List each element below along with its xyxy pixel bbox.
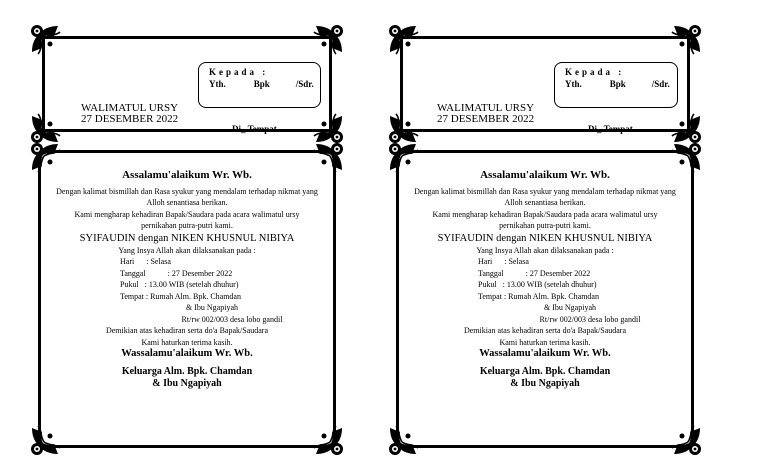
detail-tempat-3: Rt/rw 002/003 desa lobo gandil xyxy=(539,314,641,324)
text-line: Alloh senantiasa berikan. xyxy=(146,198,228,207)
floral-corner-icon xyxy=(28,140,62,174)
di-tempat-label: Di_ Tempat xyxy=(588,124,633,134)
text-line: Dengan kalimat bismillah dan Rasa syukur yang mendalam terhadap nikmat yang xyxy=(414,186,676,196)
floral-corner-icon xyxy=(386,424,420,458)
closing-line: Kami haturkan terima kasih. xyxy=(141,337,233,347)
text-line: Kami mengharap kehadiran Bapak/Saudara pada acara walimatul ursy xyxy=(432,209,658,219)
floral-corner-icon xyxy=(670,140,704,174)
recipient-box xyxy=(554,62,678,108)
family-line-1: Keluarga Alm. Bpk. Chamdan xyxy=(121,365,253,377)
floral-corner-icon xyxy=(386,140,420,174)
envelope-card-left xyxy=(28,22,346,138)
salam-close: Wassalamu'alaikum Wr. Wb. xyxy=(121,348,253,359)
text-line: Dengan kalimat bismillah dan Rasa syukur yang mendalam terhadap nikmat yang xyxy=(56,186,318,196)
detail-tempat-2: & Ibu Ngapiyah xyxy=(544,303,596,312)
kepada-label: Kepada : xyxy=(209,67,269,77)
detail-tanggal: Tanggal : 27 Desember 2022 xyxy=(120,268,233,278)
closing-line: Kami haturkan terima kasih. xyxy=(499,337,591,347)
couple-names: SYIFAUDIN dengan NIKEN KHUSNUL NIBIYA xyxy=(79,232,295,244)
floral-corner-icon xyxy=(28,22,62,56)
text-line: Alloh senantiasa berikan. xyxy=(504,198,586,207)
family-line-2: & Ibu Ngapiyah xyxy=(152,377,222,389)
detail-hari: Hari : Selasa xyxy=(478,257,529,266)
text-line: Yang Insya Allah akan dilaksanakan pada : xyxy=(476,245,614,255)
floral-corner-icon xyxy=(386,22,420,56)
event-date: 27 DESEMBER 2022 xyxy=(437,113,535,125)
floral-corner-icon xyxy=(312,22,346,56)
event-date: 27 DESEMBER 2022 xyxy=(81,113,179,125)
kepada-label: Kepada : xyxy=(565,67,625,77)
floral-corner-icon xyxy=(670,22,704,56)
event-name: WALIMATUL URSY xyxy=(81,102,179,114)
family-signature xyxy=(46,366,328,390)
event-title xyxy=(437,103,534,125)
salam-open: Assalamu'alaikum Wr. Wb. xyxy=(480,169,610,181)
event-title xyxy=(81,103,178,125)
salam-close: Wassalamu'alaikum Wr. Wb. xyxy=(479,348,611,359)
detail-tanggal: Tanggal : 27 Desember 2022 xyxy=(478,268,591,278)
family-line-2: & Ibu Ngapiyah xyxy=(510,377,580,389)
invitation-text xyxy=(404,170,686,390)
closing-line: Demikian atas kehadiran serta do'a Bapak/Saudara xyxy=(463,326,627,335)
detail-pukul: Pukul : 13.00 WIB (setelah dhuhur) xyxy=(120,280,239,289)
detail-tempat: Tempat : Rumah Alm. Bpk. Chamdan xyxy=(478,291,599,301)
event-name: WALIMATUL URSY xyxy=(437,102,535,114)
text-line: Yang Insya Allah akan dilaksanakan pada : xyxy=(118,245,256,255)
invitation-text xyxy=(46,170,328,390)
text-line: pernikahan putra-putri kami. xyxy=(499,221,591,230)
floral-corner-icon xyxy=(28,424,62,458)
yth-label: Yth. xyxy=(565,79,582,89)
yth-label: Yth. xyxy=(209,79,226,89)
recipient-box xyxy=(198,62,321,108)
detail-tempat-2: & Ibu Ngapiyah xyxy=(186,303,238,312)
di-tempat-label: Di_ Tempat xyxy=(232,124,277,134)
text-line: pernikahan putra-putri kami. xyxy=(141,221,233,230)
detail-tempat-3: Rt/rw 002/003 desa lobo gandil xyxy=(181,314,283,324)
sdr-label: /Sdr. xyxy=(651,79,670,89)
invitation-card-left xyxy=(28,140,346,458)
detail-hari: Hari : Selasa xyxy=(120,257,171,266)
floral-corner-icon xyxy=(670,424,704,458)
floral-corner-icon xyxy=(312,424,346,458)
detail-tempat: Tempat : Rumah Alm. Bpk. Chamdan xyxy=(120,291,241,301)
closing-line: Demikian atas kehadiran serta do'a Bapak/Saudara xyxy=(105,326,269,335)
envelope-card-right xyxy=(386,22,704,138)
family-signature xyxy=(404,366,686,390)
bpk-label: Bpk xyxy=(609,79,626,89)
floral-corner-icon xyxy=(312,140,346,174)
couple-names: SYIFAUDIN dengan NIKEN KHUSNUL NIBIYA xyxy=(437,232,653,244)
text-line: Kami mengharap kehadiran Bapak/Saudara pada acara walimatul ursy xyxy=(74,209,300,219)
bpk-label: Bpk xyxy=(253,79,270,89)
sdr-label: /Sdr. xyxy=(295,79,314,89)
detail-pukul: Pukul : 13.00 WIB (setelah dhuhur) xyxy=(478,280,597,289)
invitation-card-right xyxy=(386,140,704,458)
salam-open: Assalamu'alaikum Wr. Wb. xyxy=(122,169,252,181)
family-line-1: Keluarga Alm. Bpk. Chamdan xyxy=(479,365,611,377)
